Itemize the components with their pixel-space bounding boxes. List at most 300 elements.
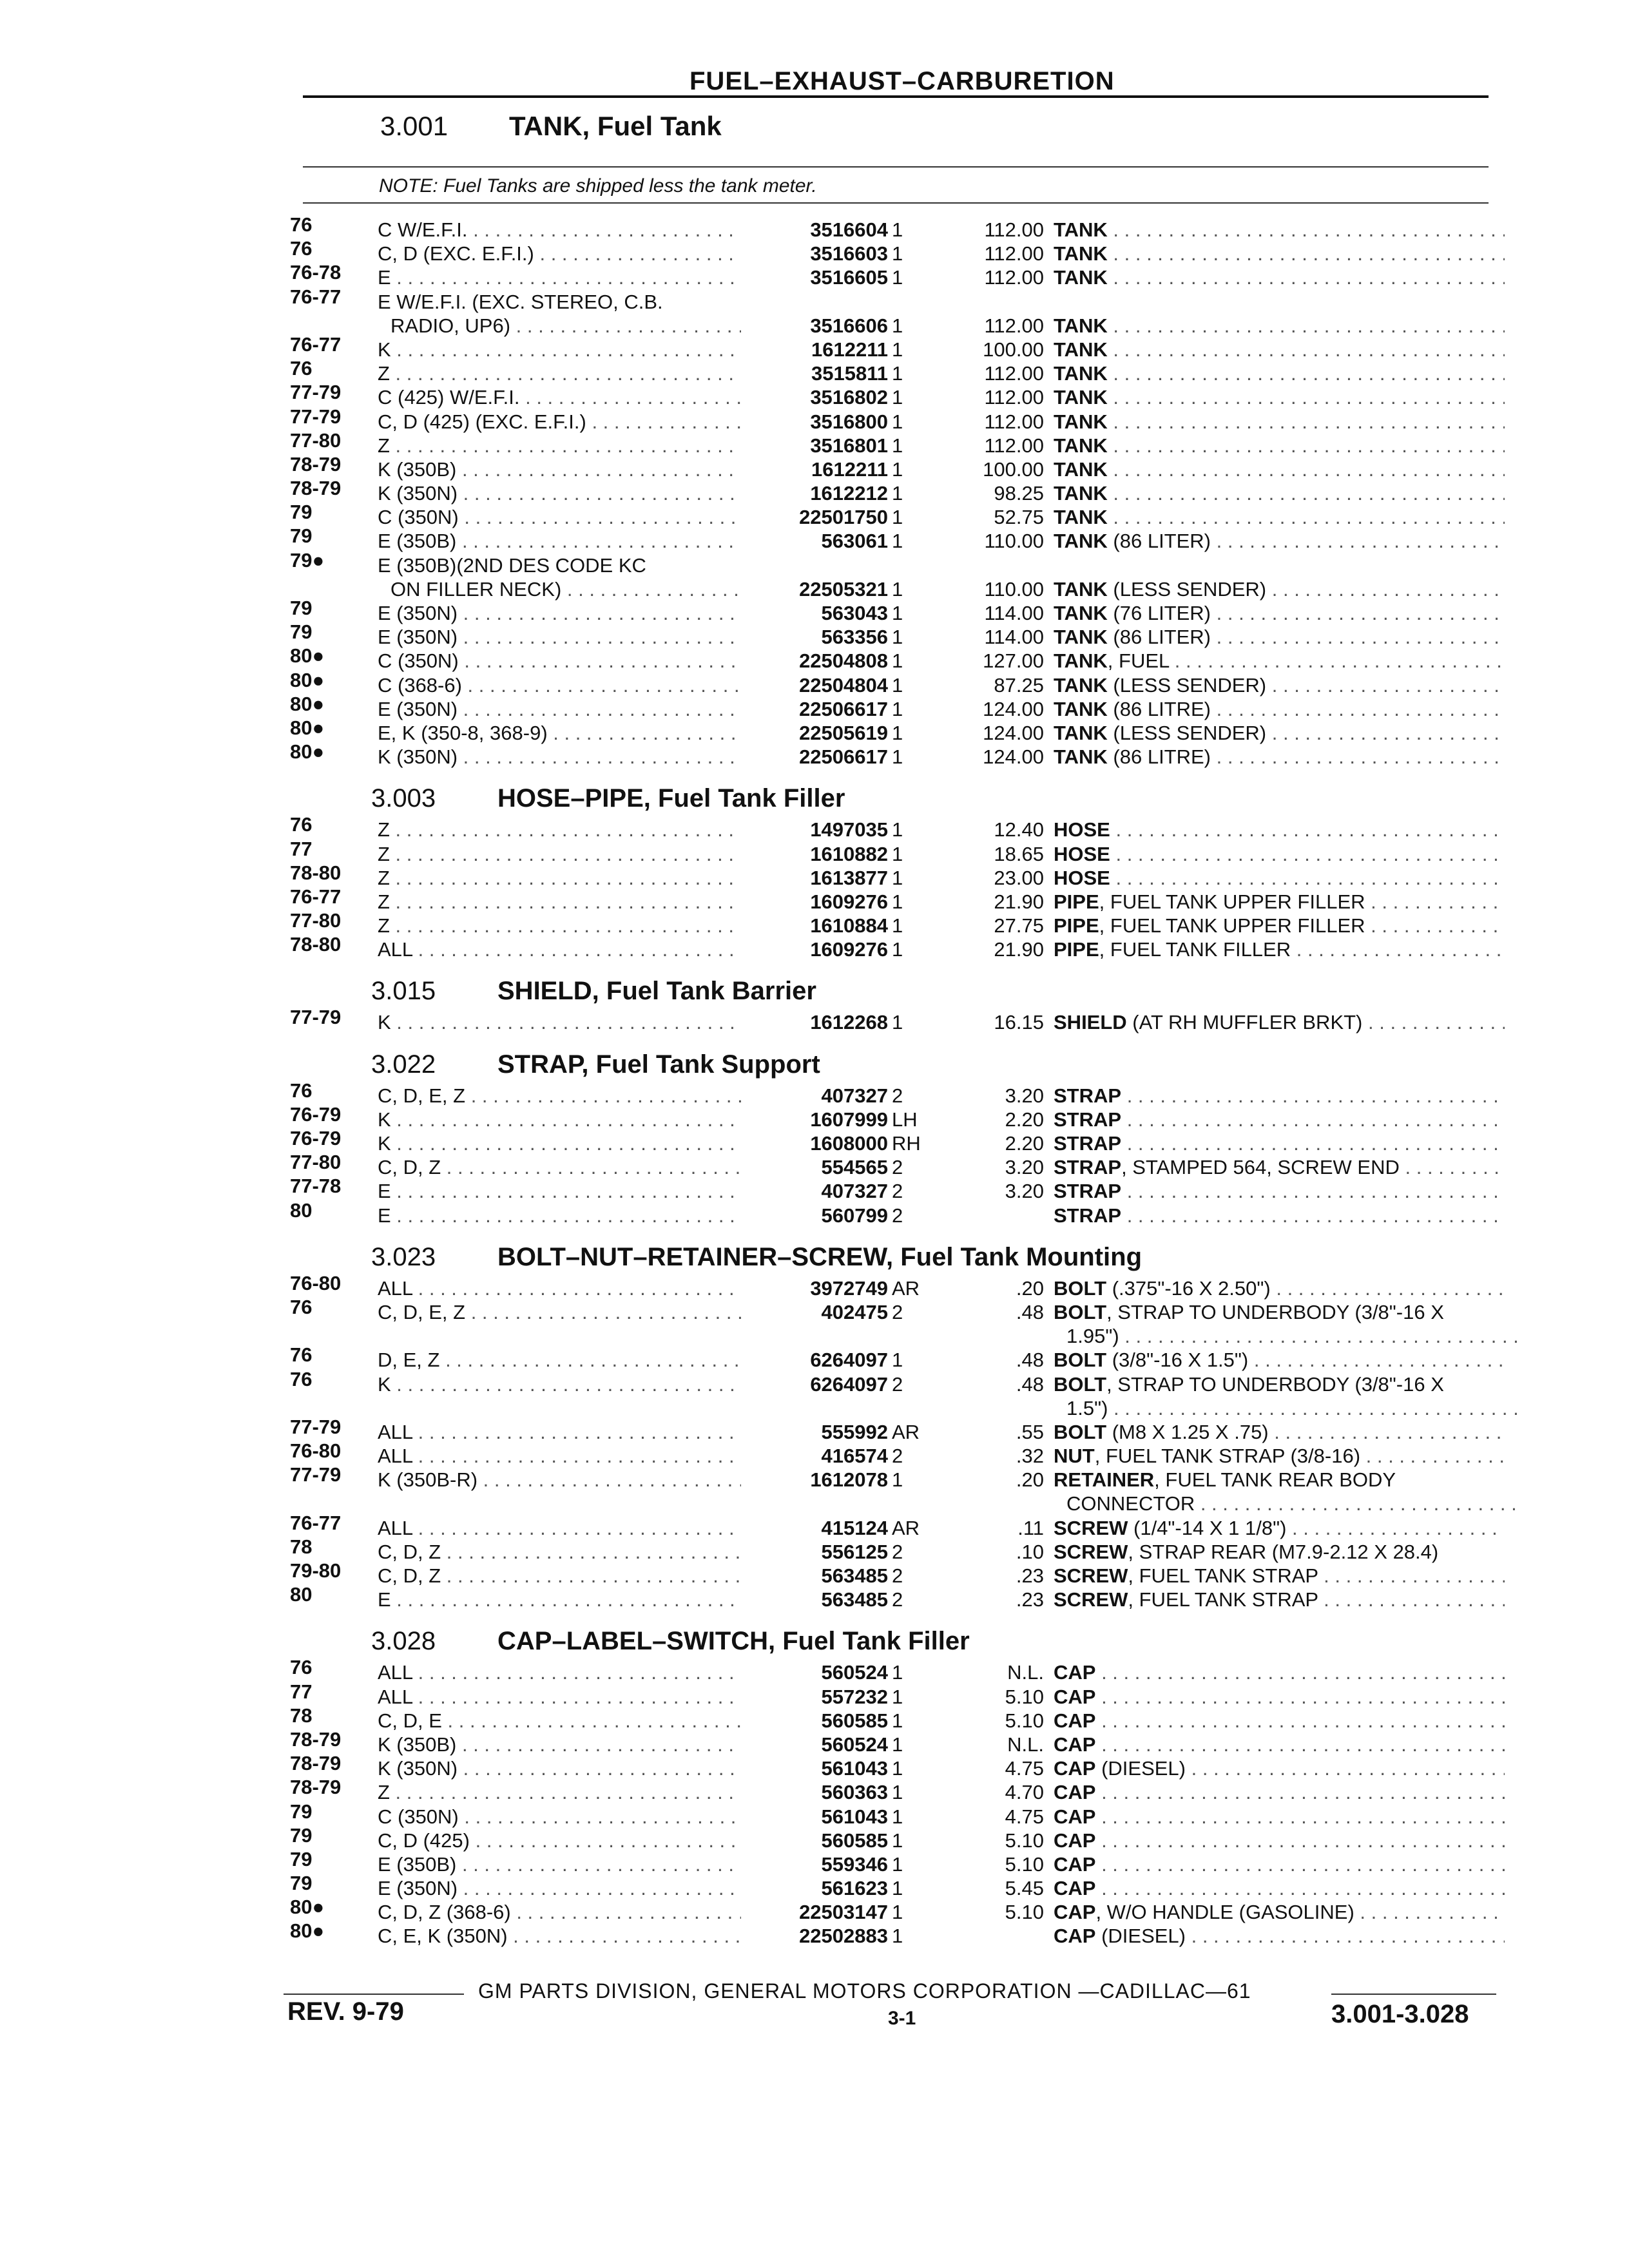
model-year: 76: [290, 1343, 313, 1367]
list-price: 112.00: [984, 362, 1044, 385]
application: ALL . . .: [378, 1444, 816, 1468]
application: Z . . .: [378, 818, 816, 841]
model-year: 77-79: [290, 405, 342, 428]
table-row: [290, 1656, 1514, 1684]
table-row: [290, 1079, 1514, 1108]
application: C, D, E, Z . . .: [378, 1084, 816, 1108]
quantity: 1: [892, 1877, 903, 1900]
application: ALL . . .: [378, 937, 816, 961]
application: ALL . . .: [378, 1685, 816, 1709]
application: Z . . .: [378, 890, 816, 914]
model-year: 78-80: [290, 861, 342, 884]
quantity: 1: [892, 482, 903, 505]
quantity: 1: [892, 506, 903, 529]
part-number: 560363: [741, 1780, 888, 1804]
section-name: SHIELD, Fuel Tank Barrier: [497, 977, 816, 1006]
model-year: 78-80: [290, 933, 342, 956]
quantity: 1: [892, 866, 903, 889]
application: C, D, E, Z . . .: [378, 1300, 816, 1324]
quantity: 2: [892, 1300, 903, 1323]
application: C, D, Z . . .: [378, 1564, 816, 1588]
application: ALL . . .: [378, 1276, 816, 1300]
part-number: 1610884: [741, 914, 888, 937]
part-number: 1612268: [741, 1010, 888, 1034]
table-row: [290, 837, 1514, 866]
model-year: 76-77: [290, 285, 342, 308]
table-row: [290, 1583, 1514, 1611]
part-description: CAP . . .: [1054, 1709, 1505, 1733]
part-description: TANK (86 LITER) . . .: [1054, 625, 1505, 649]
part-number: 6264097: [741, 1372, 888, 1396]
part-description: TANK . . .: [1054, 242, 1505, 265]
section-number: 3.001: [380, 111, 448, 141]
quantity: 1: [892, 1349, 903, 1372]
part-number: 407327: [741, 1179, 888, 1203]
list-price: .32: [1016, 1445, 1044, 1468]
page-header-title: FUEL–EXHAUST–CARBURETION: [689, 67, 1115, 95]
application: K (350B) . . .: [378, 1733, 816, 1756]
application: K . . .: [378, 1010, 816, 1034]
part-description: BOLT (M8 X 1.25 X .75) . . .: [1054, 1420, 1505, 1444]
model-year: 79: [290, 1823, 313, 1847]
table-row: [290, 1295, 1514, 1324]
list-price: 114.00: [984, 626, 1044, 649]
model-year: 80●: [290, 692, 325, 715]
application: K . . .: [378, 1372, 816, 1396]
table-row: [290, 1396, 1514, 1420]
part-number: 3516802: [741, 385, 888, 409]
part-description: HOSE . . .: [1054, 842, 1505, 866]
part-description: TANK (LESS SENDER) . . .: [1054, 577, 1505, 601]
part-description: SCREW (1/4"-14 X 1 1/8") . . .: [1054, 1516, 1505, 1540]
model-year: 80●: [290, 716, 325, 739]
part-number: 3516801: [741, 434, 888, 457]
application: K (350B-R) . . .: [378, 1468, 816, 1492]
part-description: PIPE, FUEL TANK UPPER FILLER . . .: [1054, 914, 1505, 937]
model-year: 80: [290, 1198, 313, 1222]
table-row: [290, 1535, 1514, 1564]
application: E (350B) . . .: [378, 1852, 816, 1876]
section-note: NOTE: Fuel Tanks are shipped less the tank meter.: [379, 175, 817, 197]
model-year: 78: [290, 1535, 313, 1558]
list-price: N.L.: [1007, 1661, 1044, 1684]
model-year: 76: [290, 1367, 313, 1390]
table-row: [290, 1559, 1514, 1588]
quantity: 1: [892, 1829, 903, 1852]
table-row: [290, 1919, 1514, 1948]
list-price: 27.75: [994, 914, 1044, 937]
model-year: 79: [290, 597, 313, 619]
application: K . . .: [378, 1108, 816, 1131]
section-heading: [290, 1035, 1514, 1084]
page-number: 3-1: [888, 2008, 916, 2029]
quantity: 1: [892, 1733, 903, 1756]
section-name: HOSE–PIPE, Fuel Tank Filler: [497, 784, 845, 813]
table-row: [290, 740, 1514, 769]
section-number: 3.015: [371, 977, 436, 1006]
part-number: 561043: [741, 1805, 888, 1829]
quantity: 1: [892, 673, 903, 697]
table-row: [290, 668, 1514, 697]
quantity: 1: [892, 890, 903, 913]
part-number: 416574: [741, 1444, 888, 1468]
table-row: [290, 1776, 1514, 1804]
footer-rule-left: [284, 1994, 464, 1995]
part-description: CAP (DIESEL) . . .: [1054, 1924, 1505, 1948]
part-description: TANK (LESS SENDER) . . .: [1054, 721, 1505, 745]
application: E . . .: [378, 265, 816, 289]
list-price: 98.25: [994, 482, 1044, 505]
part-number: 22505619: [741, 721, 888, 745]
list-price: 112.00: [984, 314, 1044, 337]
list-price: 16.15: [994, 1011, 1044, 1034]
model-year: 78-79: [290, 1752, 342, 1775]
part-description: RETAINER, FUEL TANK REAR BODY: [1054, 1468, 1396, 1492]
list-price: 4.75: [1005, 1805, 1044, 1828]
application: K . . .: [378, 338, 816, 361]
section-heading: [290, 769, 1514, 818]
application: ON FILLER NECK) . . .: [378, 577, 829, 601]
list-price: 127.00: [983, 649, 1044, 673]
model-year: 80●: [290, 1919, 325, 1943]
list-price: .23: [1016, 1588, 1044, 1611]
list-price: 112.00: [984, 242, 1044, 265]
quantity: 1: [892, 1757, 903, 1780]
list-price: 21.90: [994, 938, 1044, 961]
part-description: CAP . . .: [1054, 1876, 1505, 1900]
table-row: [290, 1439, 1514, 1468]
table-row: [290, 501, 1514, 529]
quantity: 1: [892, 1852, 903, 1876]
application: C (350N) . . .: [378, 649, 816, 673]
part-number: 563061: [741, 529, 888, 553]
table-row: [290, 1800, 1514, 1829]
list-price: 124.00: [983, 745, 1044, 769]
list-price: 5.10: [1005, 1829, 1044, 1852]
part-description: TANK . . .: [1054, 457, 1505, 481]
model-year: 76: [290, 213, 313, 236]
model-year: 77-79: [290, 1006, 342, 1029]
part-description: TANK (86 LITRE) . . .: [1054, 745, 1505, 769]
model-year: 77-78: [290, 1175, 342, 1198]
part-number: 1610882: [741, 842, 888, 866]
list-price: 112.00: [984, 218, 1044, 241]
table-row: [290, 428, 1514, 457]
model-year: 77-79: [290, 1463, 342, 1486]
section-number: 3.023: [371, 1242, 436, 1271]
table-row: [290, 1847, 1514, 1876]
application: C, D, Z (368-6) . . .: [378, 1900, 816, 1924]
model-year: 77-80: [290, 909, 342, 932]
table-row: [290, 1704, 1514, 1733]
part-number: 563356: [741, 625, 888, 649]
quantity: 1: [892, 266, 903, 289]
application: K . . .: [378, 1131, 816, 1155]
quantity: 1: [892, 1468, 903, 1492]
part-description: TANK . . .: [1054, 265, 1505, 289]
quantity: 1: [892, 1661, 903, 1684]
table-row: [290, 1367, 1514, 1396]
section-number: 3.028: [371, 1627, 436, 1656]
table-row: [290, 1415, 1514, 1444]
quantity: 1: [892, 745, 903, 769]
list-price: 100.00: [983, 457, 1044, 481]
application: E (350B)(2ND DES CODE KC: [378, 553, 646, 577]
part-description: HOSE . . .: [1054, 866, 1505, 890]
part-number: 6264097: [741, 1348, 888, 1372]
quantity: 1: [892, 530, 903, 553]
application: E (350N) . . .: [378, 625, 816, 649]
model-year: 77-79: [290, 381, 342, 404]
model-year: 76-78: [290, 261, 342, 284]
table-row: [290, 909, 1514, 937]
model-year: 77: [290, 837, 313, 860]
part-number: 1612211: [741, 338, 888, 361]
list-price: .48: [1016, 1372, 1044, 1396]
list-price: .10: [1016, 1540, 1044, 1563]
application: Z . . .: [378, 842, 816, 866]
application: E (350N) . . .: [378, 697, 816, 721]
part-number: 1607999: [741, 1108, 888, 1131]
section-heading: [290, 1227, 1514, 1276]
part-description: TANK . . .: [1054, 505, 1505, 529]
application: E . . .: [378, 1204, 816, 1227]
part-number: 22506617: [741, 745, 888, 769]
part-number: 1612212: [741, 481, 888, 505]
part-description: CAP (DIESEL) . . .: [1054, 1756, 1505, 1780]
table-row: [290, 261, 1514, 289]
section-range: 3.001-3.028: [1331, 2000, 1469, 2028]
application: K (350N) . . .: [378, 481, 816, 505]
part-number: 22505321: [741, 577, 888, 601]
application: K (350N) . . .: [378, 745, 816, 769]
part-description: STRAP . . .: [1054, 1131, 1505, 1155]
table-row: [290, 644, 1514, 673]
table-row: [290, 524, 1514, 553]
table-row: [290, 1102, 1514, 1131]
part-number: 560524: [741, 1660, 888, 1684]
application: C (350N) . . .: [378, 505, 816, 529]
table-row: [290, 885, 1514, 914]
application: C (350N) . . .: [378, 1805, 816, 1829]
table-row: [290, 620, 1514, 649]
part-number: 560585: [741, 1829, 888, 1852]
list-price: .20: [1016, 1276, 1044, 1300]
model-year: 76: [290, 357, 313, 380]
part-description: CAP . . .: [1054, 1660, 1505, 1684]
table-row: [290, 813, 1514, 841]
part-description: PIPE, FUEL TANK UPPER FILLER . . .: [1054, 890, 1505, 914]
list-price: .11: [1017, 1516, 1044, 1539]
model-year: 79: [290, 620, 313, 644]
application: ALL . . .: [378, 1516, 816, 1540]
model-year: 78-79: [290, 1776, 342, 1799]
table-row: [290, 1727, 1514, 1756]
list-price: 110.00: [984, 577, 1044, 601]
application: C, D (425) (EXC. E.F.I.) . . .: [378, 410, 816, 434]
quantity: 1: [892, 457, 903, 481]
part-description: STRAP . . .: [1054, 1108, 1505, 1131]
quantity: 1: [892, 1925, 903, 1948]
table-row: [290, 1198, 1514, 1227]
part-description: TANK . . .: [1054, 361, 1505, 385]
part-description: TANK, FUEL . . .: [1054, 649, 1505, 673]
list-price: 124.00: [983, 697, 1044, 720]
model-year: 76: [290, 237, 313, 260]
list-price: 3.20: [1005, 1180, 1044, 1203]
quantity: 1: [892, 721, 903, 744]
table-row: [290, 1151, 1514, 1179]
quantity: AR: [892, 1420, 920, 1443]
part-description: BOLT (.375"-16 X 2.50") . . .: [1054, 1276, 1505, 1300]
table-row: [290, 1463, 1514, 1492]
quantity: AR: [892, 1276, 920, 1300]
part-number: 407327: [741, 1084, 888, 1108]
quantity: 1: [892, 314, 903, 337]
part-description: STRAP . . .: [1054, 1204, 1505, 1227]
part-number: 3516603: [741, 242, 888, 265]
part-number: 1608000: [741, 1131, 888, 1155]
list-price: 112.00: [984, 434, 1044, 457]
section-heading: [290, 961, 1514, 1010]
part-number: 563485: [741, 1588, 888, 1611]
model-year: 79: [290, 524, 313, 548]
quantity: 2: [892, 1372, 903, 1396]
list-price: 21.90: [994, 890, 1044, 913]
quantity: LH: [892, 1108, 918, 1131]
table-row: [290, 716, 1514, 745]
part-description: SCREW, STRAP REAR (M7.9-2.12 X 28.4): [1054, 1540, 1439, 1563]
list-price: 5.10: [1005, 1901, 1044, 1924]
list-price: 3.20: [1005, 1156, 1044, 1179]
part-description: CAP . . .: [1054, 1733, 1505, 1756]
list-price: 4.75: [1005, 1757, 1044, 1780]
table-row: [290, 477, 1514, 505]
quantity: 2: [892, 1445, 903, 1468]
quantity: 1: [892, 842, 903, 865]
application: Z . . .: [378, 914, 816, 937]
part-number: 3516606: [741, 314, 888, 338]
table-row: [290, 1752, 1514, 1780]
part-description: BOLT, STRAP TO UNDERBODY (3/8"-16 X: [1054, 1372, 1444, 1396]
model-year: 76: [290, 1295, 313, 1318]
application: K (350B) . . .: [378, 457, 816, 481]
quantity: 1: [892, 1011, 903, 1034]
application: Z . . .: [378, 434, 816, 457]
part-description: BOLT (3/8"-16 X 1.5") . . .: [1054, 1348, 1505, 1372]
section-heading: [380, 111, 722, 142]
part-number: 557232: [741, 1685, 888, 1709]
part-number: 560524: [741, 1733, 888, 1756]
application: Z . . .: [378, 1780, 816, 1804]
quantity: 1: [892, 242, 903, 265]
quantity: 2: [892, 1588, 903, 1611]
quantity: 1: [892, 434, 903, 457]
quantity: 2: [892, 1540, 903, 1563]
quantity: 1: [892, 1805, 903, 1828]
quantity: 1: [892, 1685, 903, 1708]
model-year: 79●: [290, 548, 325, 572]
part-number: 22502883: [741, 1924, 888, 1948]
list-price: 2.20: [1005, 1132, 1044, 1155]
application: C, D, Z . . .: [378, 1155, 816, 1179]
part-number: 560799: [741, 1204, 888, 1227]
model-year: 80●: [290, 644, 325, 668]
list-price: 12.40: [994, 818, 1044, 841]
quantity: 1: [892, 386, 903, 409]
quantity: 1: [892, 626, 903, 649]
application: C (425) W/E.F.I. . . .: [378, 385, 816, 409]
part-number: 22503147: [741, 1900, 888, 1924]
model-year: 78-79: [290, 452, 342, 476]
model-year: 79: [290, 1800, 313, 1823]
quantity: 2: [892, 1180, 903, 1203]
part-number: 22504808: [741, 649, 888, 673]
part-description: BOLT, STRAP TO UNDERBODY (3/8"-16 X: [1054, 1300, 1444, 1323]
list-price: 3.20: [1005, 1084, 1044, 1107]
footer-publisher: GM PARTS DIVISION, GENERAL MOTORS CORPORATION —CADILLAC—61: [478, 1979, 1251, 2003]
model-year: 78-79: [290, 1727, 342, 1751]
table-row: [290, 381, 1514, 409]
list-price: 112.00: [984, 266, 1044, 289]
list-price: 110.00: [984, 530, 1044, 553]
part-number: 555992: [741, 1420, 888, 1444]
part-description: TANK . . .: [1054, 481, 1505, 505]
part-description: SCREW, FUEL TANK STRAP . . .: [1054, 1564, 1505, 1588]
application: C, D (425) . . .: [378, 1829, 816, 1852]
part-number: 3972749: [741, 1276, 888, 1300]
quantity: 1: [892, 1709, 903, 1732]
application: E . . .: [378, 1588, 816, 1611]
part-description: CAP . . .: [1054, 1780, 1505, 1804]
list-price: .48: [1016, 1300, 1044, 1323]
list-price: 5.10: [1005, 1709, 1044, 1732]
part-number: 1612211: [741, 457, 888, 481]
application: Z . . .: [378, 361, 816, 385]
header-rule: [303, 95, 1489, 98]
list-price: 100.00: [983, 338, 1044, 361]
list-price: 4.70: [1005, 1781, 1044, 1804]
part-description: TANK . . .: [1054, 218, 1505, 242]
application: C, D, E . . .: [378, 1709, 816, 1733]
quantity: 1: [892, 697, 903, 720]
application: Z . . .: [378, 866, 816, 890]
part-number: 3516604: [741, 218, 888, 242]
list-price: 112.00: [984, 386, 1044, 409]
application: E (350N) . . .: [378, 601, 816, 625]
model-year: 80●: [290, 740, 325, 764]
application: C (368-6) . . .: [378, 673, 816, 697]
model-year: 79-80: [290, 1559, 342, 1582]
model-year: 76: [290, 813, 313, 836]
part-number: 554565: [741, 1155, 888, 1179]
part-description: CAP . . .: [1054, 1829, 1505, 1852]
quantity: 1: [892, 410, 903, 433]
part-description: TANK (76 LITER) . . .: [1054, 601, 1505, 625]
model-year: 76-80: [290, 1439, 342, 1463]
part-description: CAP . . .: [1054, 1685, 1505, 1709]
quantity: 1: [892, 218, 903, 241]
application: D, E, Z . . .: [378, 1348, 816, 1372]
table-row: [290, 1324, 1514, 1348]
table-row: [290, 692, 1514, 721]
revision-label: REV. 9-79: [287, 1997, 404, 2026]
quantity: 1: [892, 338, 903, 361]
application: E (350B) . . .: [378, 529, 816, 553]
part-number: 415124: [741, 1516, 888, 1540]
list-price: .20: [1016, 1468, 1044, 1492]
table-row: [290, 357, 1514, 385]
